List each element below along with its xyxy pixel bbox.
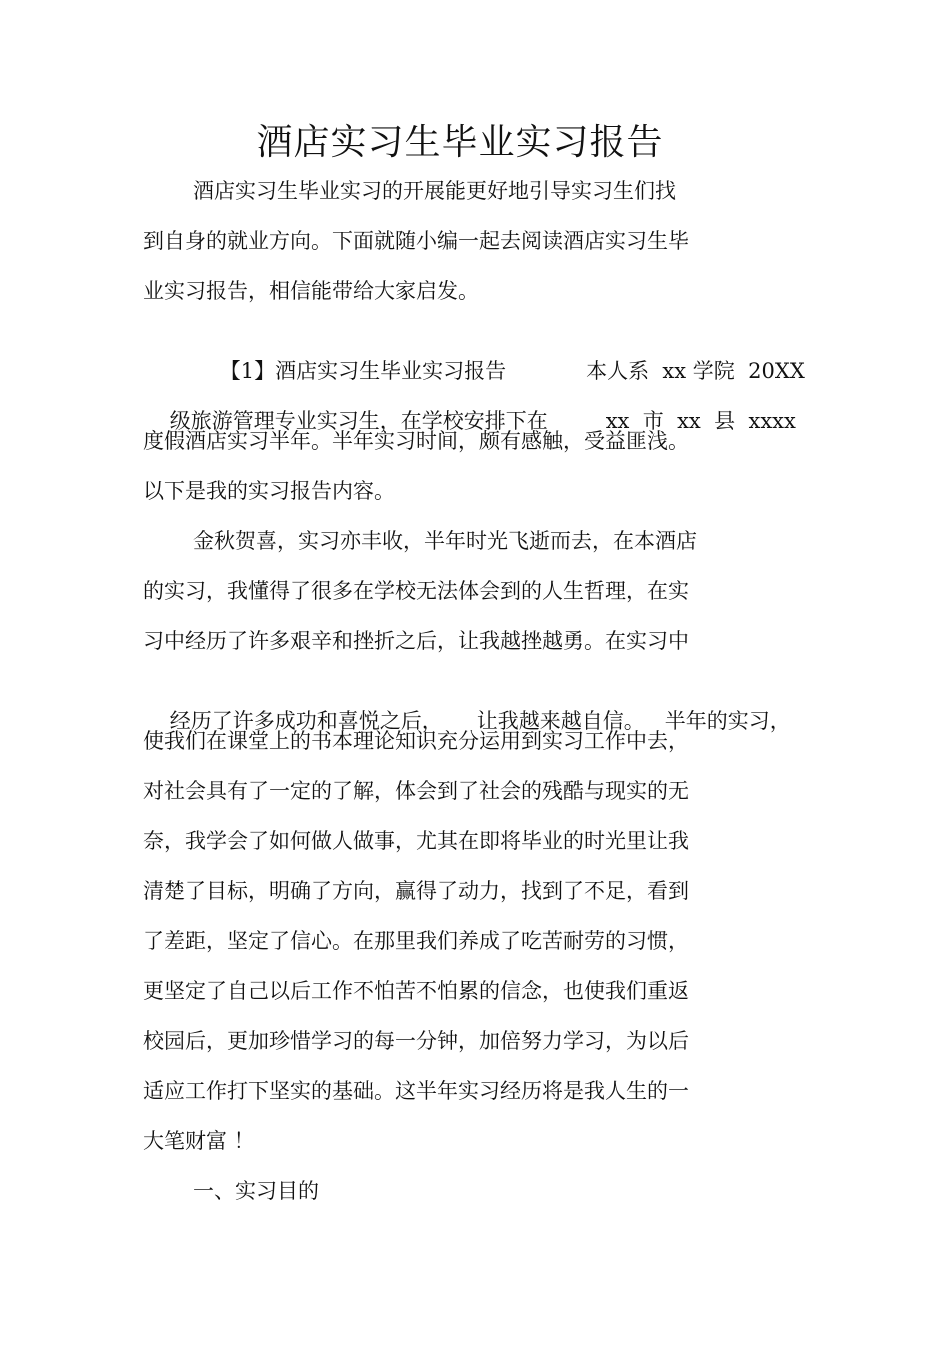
paragraph2-line-5: 使我们在课堂上的书本理论知识充分运用到实习工作中去， (143, 729, 689, 753)
intro-line-3: 业实习报告，相信能带给大家启发。 (143, 279, 479, 303)
paragraph2-line-4-c: 半年的实习， (664, 709, 791, 733)
paragraph2-line-6: 对社会具有了一定的了解，体会到了社会的残酷与现实的无 (143, 779, 689, 803)
section1-line-2-rest: xx 市 xx 县 xxxx (605, 409, 796, 433)
section1-heading: 【1】酒店实习生毕业实习报告 (219, 359, 507, 383)
paragraph2-line-9: 了差距，坚定了信心。在那里我们养成了吃苦耐劳的习惯， (143, 929, 689, 953)
section1-line-3: 度假酒店实习半年。半年实习时间，颇有感触，受益匪浅。 (143, 429, 689, 453)
paragraph2-line-1: 金秋贺喜，实习亦丰收，半年时光飞逝而去，在本酒店 (193, 529, 697, 553)
document-title: 酒店实习生毕业实习报告 (256, 122, 664, 163)
paragraph2-line-4-a: 经历了许多成功和喜悦之后， (169, 709, 443, 733)
paragraph2-line-10: 更坚定了自己以后工作不怕苦不怕累的信念，也使我们重返 (143, 979, 689, 1003)
paragraph2-line-4-b: 让我越来越自信。 (476, 709, 645, 733)
paragraph2-line-7: 奈，我学会了如何做人做事，尤其在即将毕业的时光里让我 (143, 829, 689, 853)
paragraph2-line-12: 适应工作打下坚实的基础。这半年实习经历将是我人生的一 (143, 1079, 689, 1103)
paragraph2-line-11: 校园后，更加珍惜学习的每一分钟，加倍努力学习，为以后 (143, 1029, 689, 1053)
section1-line-1-rest: 本人系 xx 学院 20XX (586, 359, 805, 383)
paragraph2-line-8: 清楚了目标，明确了方向，赢得了动力，找到了不足，看到 (143, 879, 689, 903)
paragraph2-line-2: 的实习，我懂得了很多在学校无法体会到的人生哲理，在实 (143, 579, 689, 603)
section-heading-1: 一、实习目的 (193, 1179, 319, 1203)
section1-line-4: 以下是我的实习报告内容。 (143, 479, 395, 503)
paragraph2-line-3: 习中经历了许多艰辛和挫折之后，让我越挫越勇。在实习中 (143, 629, 689, 653)
paragraph2-line-13: 大笔财富 ！ (143, 1129, 255, 1153)
section1-line-2-start: 级旅游管理专业实习生，在学校安排下在 (169, 409, 548, 433)
intro-line-1: 酒店实习生毕业实习的开展能更好地引导实习生们找 (193, 179, 676, 203)
intro-line-2: 到自身的就业方向。下面就随小编一起去阅读酒店实习生毕 (143, 229, 689, 253)
